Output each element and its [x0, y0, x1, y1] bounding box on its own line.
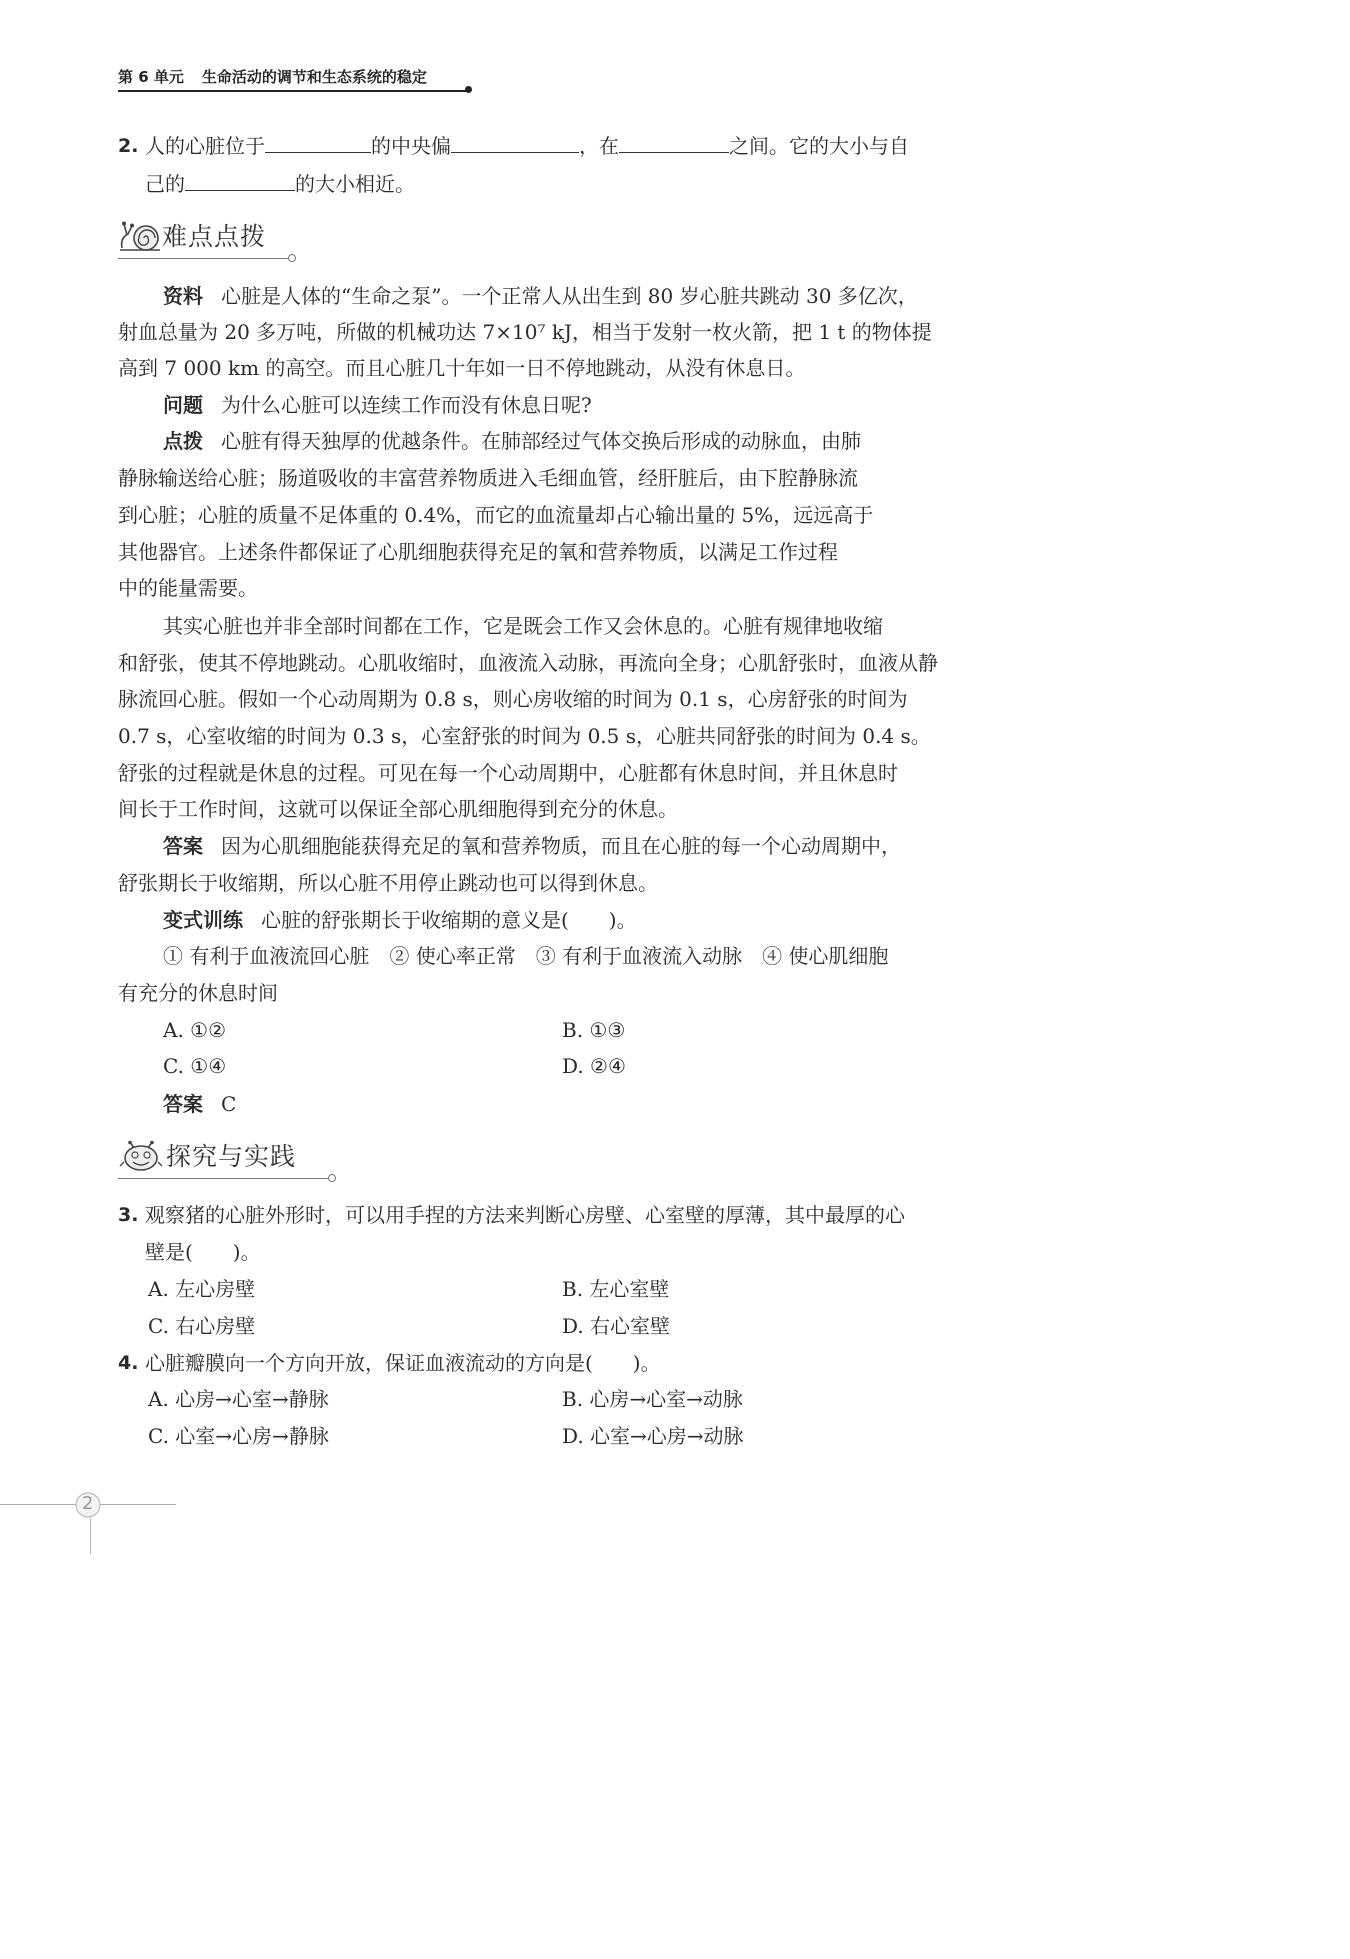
header-rule	[118, 90, 468, 92]
question-line: 问题 为什么心脏可以连续工作而没有休息日呢?	[163, 393, 592, 417]
fill-blank-2[interactable]	[451, 134, 579, 153]
question-label: 问题	[163, 393, 203, 417]
fill-blank-3[interactable]	[619, 134, 729, 153]
variant-label: 变式训练	[163, 908, 243, 932]
fill-blank-1[interactable]	[265, 134, 371, 153]
tip-line-4: 其他器官。上述条件都保证了心肌细胞获得充足的氧和营养物质，以满足工作过程	[118, 540, 838, 564]
fill-blank-4[interactable]	[185, 172, 295, 191]
unit-title: 生命活动的调节和生态系统的稳定	[201, 68, 427, 86]
page-number: 2	[82, 1493, 94, 1514]
q3-option-b[interactable]: B. 左心室壁	[562, 1277, 670, 1301]
question-2-number: 2.	[118, 135, 139, 157]
question-4-line-1: 心脏瓣膜向一个方向开放，保证血液流动的方向是( )。	[145, 1351, 661, 1375]
tip-label: 点拨	[163, 429, 203, 453]
question-4-number: 4.	[118, 1352, 139, 1374]
variant-option-b[interactable]: B. ①③	[562, 1018, 626, 1042]
section-title: 难点点拨	[162, 222, 267, 251]
variant-answer-value: C	[221, 1092, 237, 1116]
q4-option-b[interactable]: B. 心房→心室→动脉	[562, 1387, 743, 1411]
unit-label: 第 6 单元	[118, 68, 184, 86]
answer-line-1: 答案 因为心肌细胞能获得充足的氧和营养物质，而且在心脏的每一个心动周期中，	[163, 834, 901, 858]
paragraph-line-2: 和舒张，使其不停地跳动。心肌收缩时，血液流入动脉，再流向全身；心肌舒张时，血液从静	[118, 651, 938, 675]
material-line-1: 资料 心脏是人体的“生命之泵”。一个正常人从出生到 80 岁心脏共跳动 30 多亿次，	[163, 284, 918, 308]
variant-option-a[interactable]: A. ①②	[163, 1018, 227, 1042]
snail-icon	[118, 220, 162, 254]
variant-items-line-2: 有充分的休息时间	[118, 981, 278, 1005]
answer-line-2: 舒张期长于收缩期，所以心脏不用停止跳动也可以得到休息。	[118, 871, 658, 895]
question-3-line-2: 壁是( )。	[145, 1240, 261, 1264]
paragraph-line-5: 舒张的过程就是休息的过程。可见在每一个心动周期中，心脏都有休息时间，并且休息时	[118, 761, 898, 785]
section-rule-end	[288, 254, 296, 262]
tip-line-2: 静脉输送给心脏；肠道吸收的丰富营养物质进入毛细血管，经肝脏后，由下腔静脉流	[118, 466, 858, 490]
section-rule	[118, 1178, 330, 1179]
section-difficulty-tips	[118, 218, 298, 258]
variant-answer-label: 答案	[163, 1092, 203, 1116]
question-3-line-1: 观察猪的心脏外形时，可以用手捏的方法来判断心房壁、心室壁的厚薄，其中最厚的心	[145, 1203, 905, 1227]
q4-option-a[interactable]: A. 心房→心室→静脉	[148, 1387, 329, 1411]
variant-items-line-1: ① 有利于血液流回心脏 ② 使心率正常 ③ 有利于血液流入动脉 ④ 使心肌细胞	[163, 944, 889, 968]
section-inquiry-practice	[118, 1138, 338, 1178]
answer-label: 答案	[163, 834, 203, 858]
paragraph-line-6: 间长于工作时间，这就可以保证全部心肌细胞得到充分的休息。	[118, 797, 678, 821]
page-header	[118, 66, 474, 87]
material-label: 资料	[163, 284, 203, 308]
q4-option-c[interactable]: C. 心室→心房→静脉	[148, 1424, 329, 1448]
tip-line-3: 到心脏；心脏的质量不足体重的 0.4%，而它的血流量却占心输出量的 5%，远远高于	[118, 503, 874, 527]
variant-question: 变式训练 心脏的舒张期长于收缩期的意义是( )。	[163, 908, 637, 932]
material-line-3: 高到 7 000 km 的高空。而且心脏几十年如一日不停地跳动，从没有休息日。	[118, 356, 806, 380]
variant-option-d[interactable]: D. ②④	[562, 1054, 626, 1078]
tip-line-5: 中的能量需要。	[118, 576, 258, 600]
paragraph-line-3: 脉流回心脏。假如一个心动周期为 0.8 s，则心房收缩的时间为 0.1 s，心房舒张的时间为	[118, 687, 908, 711]
footer-tick	[90, 1518, 91, 1554]
question-2-line-1: 人的心脏位于 的中央偏 ，在 之间。它的大小与自	[145, 134, 909, 158]
header-rule-dot	[465, 86, 472, 93]
q3-option-d[interactable]: D. 右心室壁	[562, 1314, 671, 1338]
q3-option-a[interactable]: A. 左心房壁	[148, 1277, 256, 1301]
variant-option-c[interactable]: C. ①④	[163, 1054, 227, 1078]
q3-option-c[interactable]: C. 右心房壁	[148, 1314, 256, 1338]
material-line-2: 射血总量为 20 多万吨，所做的机械功达 7×10⁷ kJ，相当于发射一枚火箭，把 1 t 的物体提	[118, 320, 932, 344]
paragraph-line-4: 0.7 s，心室收缩的时间为 0.3 s，心室舒张的时间为 0.5 s，心脏共同舒张的时间为 0.4 s。	[118, 724, 931, 748]
tip-line-1: 点拨 心脏有得天独厚的优越条件。在肺部经过气体交换后形成的动脉血，由肺	[163, 429, 861, 453]
q4-option-d[interactable]: D. 心室→心房→动脉	[562, 1424, 744, 1448]
question-2-line-2: 己的 的大小相近。	[145, 172, 415, 196]
question-3-number: 3.	[118, 1204, 139, 1226]
section-title: 探究与实践	[166, 1142, 297, 1171]
section-rule	[118, 258, 290, 259]
bug-icon	[118, 1140, 164, 1174]
variant-answer	[163, 1092, 236, 1116]
section-rule-end	[328, 1174, 336, 1182]
paragraph-line-1: 其实心脏也并非全部时间都在工作，它是既会工作又会休息的。心脏有规律地收缩	[163, 614, 883, 638]
